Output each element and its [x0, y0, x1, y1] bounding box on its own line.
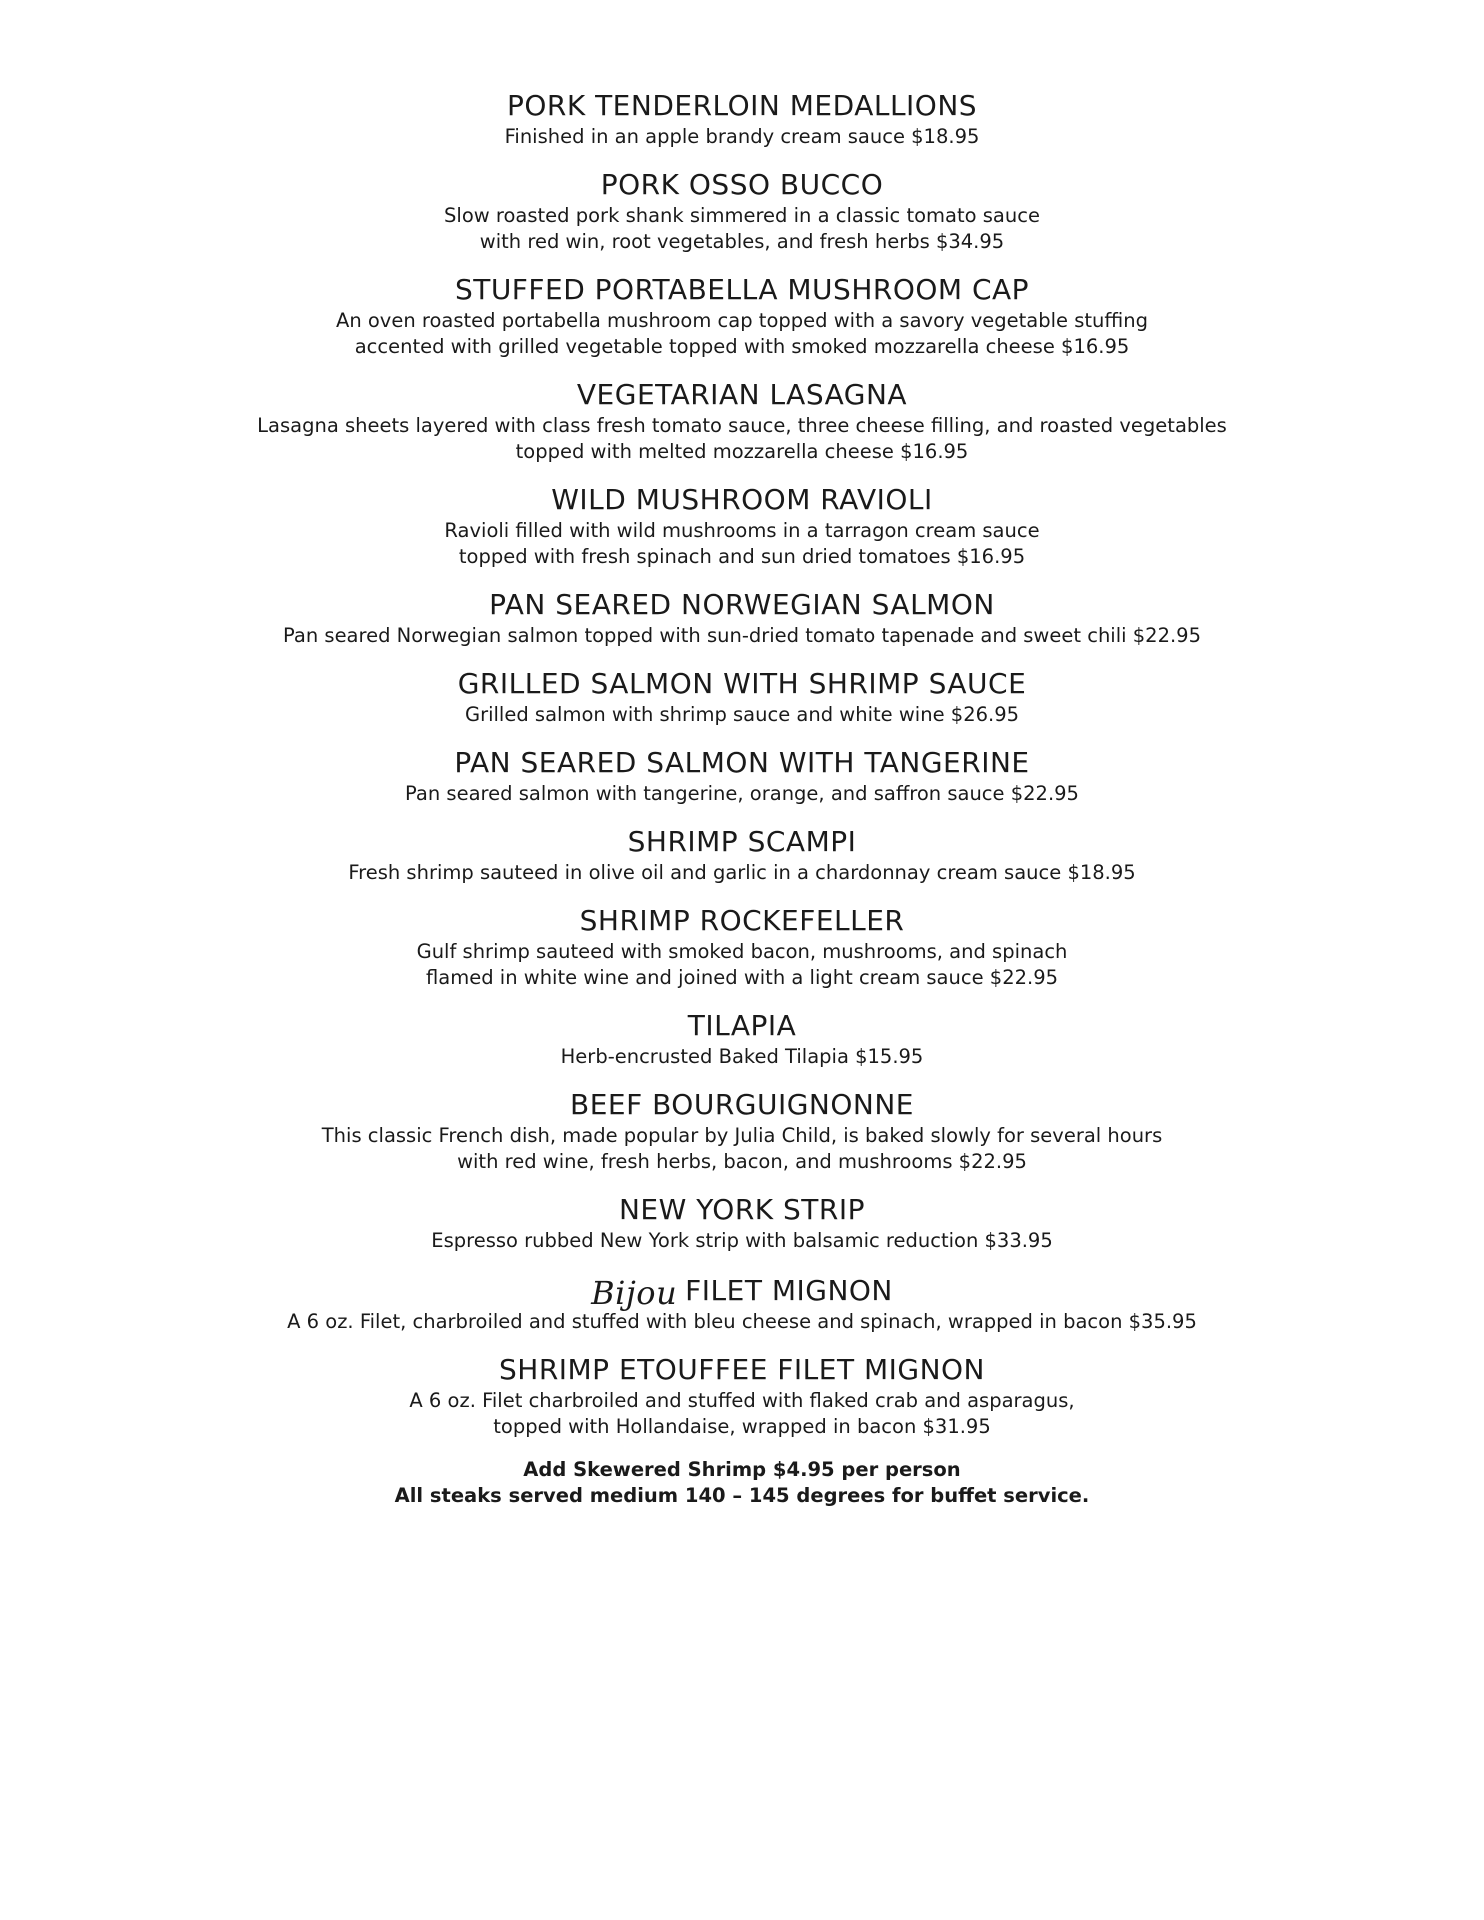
description-line: Pan seared Norwegian salmon topped with sun-dried tomato tapenade and sweet chili $22.95 — [283, 624, 1201, 647]
menu-item-wild-mushroom-ravioli — [0, 482, 1484, 570]
description-line: flamed in white wine and joined with a light cream sauce $22.95 — [425, 966, 1059, 989]
description-line: A 6 oz. Filet charbroiled and stuffed with flaked crab and asparagus, — [409, 1389, 1075, 1412]
item-title — [0, 1271, 1484, 1312]
menu-item-stuffed-portabella — [0, 272, 1484, 360]
menu-item-beef-bourguignonne — [0, 1087, 1484, 1175]
description-line: topped with melted mozzarella cheese $16.95 — [515, 440, 969, 463]
item-description — [0, 203, 1484, 255]
item-title: PAN SEARED SALMON WITH TANGERINE — [454, 746, 1030, 779]
item-description — [0, 702, 1484, 728]
item-description — [0, 1388, 1484, 1440]
item-description — [0, 1123, 1484, 1175]
description-line: Finished in an apple brandy cream sauce $18.95 — [504, 125, 980, 148]
item-title: SHRIMP SCAMPI — [627, 825, 857, 858]
item-description — [0, 781, 1484, 807]
description-line: Lasagna sheets layered with class fresh tomato sauce, three cheese filling, and roasted vegetables — [257, 414, 1227, 437]
note-skewered-shrimp: Add Skewered Shrimp $4.95 per person — [523, 1458, 961, 1481]
item-description — [0, 623, 1484, 649]
menu-item-pork-tenderloin — [0, 88, 1484, 150]
item-description — [0, 939, 1484, 991]
item-title: VEGETARIAN LASAGNA — [576, 378, 908, 411]
menu-notes — [0, 1457, 1484, 1509]
description-line: Gulf shrimp sauteed with smoked bacon, mushrooms, and spinach — [416, 940, 1068, 963]
description-line: Pan seared salmon with tangerine, orange, and saffron sauce $22.95 — [405, 782, 1079, 805]
item-title: NEW YORK STRIP — [618, 1193, 866, 1226]
description-line: Grilled salmon with shrimp sauce and white wine $26.95 — [464, 703, 1020, 726]
item-title: SHRIMP ROCKEFELLER — [579, 904, 905, 937]
menu-item-shrimp-etouffee-filet — [0, 1352, 1484, 1440]
description-line: Ravioli filled with wild mushrooms in a tarragon cream sauce — [444, 519, 1040, 542]
description-line: accented with grilled vegetable topped with smoked mozzarella cheese $16.95 — [354, 335, 1130, 358]
item-title: BEEF BOURGUIGNONNE — [569, 1088, 914, 1121]
item-title: STUFFED PORTABELLA MUSHROOM CAP — [454, 273, 1030, 306]
item-title: PORK OSSO BUCCO — [600, 168, 884, 201]
item-description — [0, 1044, 1484, 1070]
item-description — [0, 124, 1484, 150]
description-line: with red wine, fresh herbs, bacon, and mushrooms $22.95 — [457, 1150, 1027, 1173]
menu-item-shrimp-rockefeller — [0, 903, 1484, 991]
item-description — [0, 1309, 1484, 1335]
item-title: PORK TENDERLOIN MEDALLIONS — [506, 89, 978, 122]
menu-item-new-york-strip — [0, 1192, 1484, 1254]
item-description — [0, 308, 1484, 360]
item-title: GRILLED SALMON WITH SHRIMP SAUCE — [457, 667, 1027, 700]
item-title: PAN SEARED NORWEGIAN SALMON — [489, 588, 995, 621]
description-line: with red win, root vegetables, and fresh herbs $34.95 — [479, 230, 1005, 253]
description-line: A 6 oz. Filet, charbroiled and stuffed with bleu cheese and spinach, wrapped in bacon $35.95 — [287, 1310, 1197, 1333]
note-steaks-temperature: All steaks served medium 140 – 145 degrees for buffet service. — [394, 1484, 1090, 1507]
description-line: Fresh shrimp sauteed in olive oil and garlic in a chardonnay cream sauce $18.95 — [348, 861, 1136, 884]
menu-item-pan-seared-norwegian-salmon — [0, 587, 1484, 649]
description-line: This classic French dish, made popular by Julia Child, is baked slowly for several hours — [321, 1124, 1163, 1147]
description-line: Espresso rubbed New York strip with balsamic reduction $33.95 — [431, 1229, 1053, 1252]
menu-item-vegetarian-lasagna — [0, 377, 1484, 465]
menu-item-shrimp-scampi — [0, 824, 1484, 886]
item-description — [0, 1228, 1484, 1254]
menu-item-pan-seared-salmon-tangerine — [0, 745, 1484, 807]
description-line: Herb-encrusted Baked Tilapia $15.95 — [560, 1045, 924, 1068]
item-description — [0, 413, 1484, 465]
menu — [0, 88, 1484, 1509]
item-title: TILAPIA — [687, 1009, 797, 1042]
description-line: topped with Hollandaise, wrapped in bacon $31.95 — [493, 1415, 991, 1438]
item-description — [0, 518, 1484, 570]
item-title: SHRIMP ETOUFFEE FILET MIGNON — [498, 1353, 985, 1386]
menu-item-tilapia — [0, 1008, 1484, 1070]
description-line: Slow roasted pork shank simmered in a classic tomato sauce — [444, 204, 1040, 227]
menu-item-pork-osso-bucco — [0, 167, 1484, 255]
menu-item-grilled-salmon-shrimp-sauce — [0, 666, 1484, 728]
menu-item-bijou-filet-mignon — [0, 1271, 1484, 1335]
item-title-text: FILET MIGNON — [685, 1274, 893, 1307]
item-title: WILD MUSHROOM RAVIOLI — [551, 483, 933, 516]
bijou-script-logo: Bijou — [591, 1274, 678, 1312]
description-line: topped with fresh spinach and sun dried tomatoes $16.95 — [458, 545, 1026, 568]
description-line: An oven roasted portabella mushroom cap topped with a savory vegetable stuffing — [335, 309, 1149, 332]
item-description — [0, 860, 1484, 886]
